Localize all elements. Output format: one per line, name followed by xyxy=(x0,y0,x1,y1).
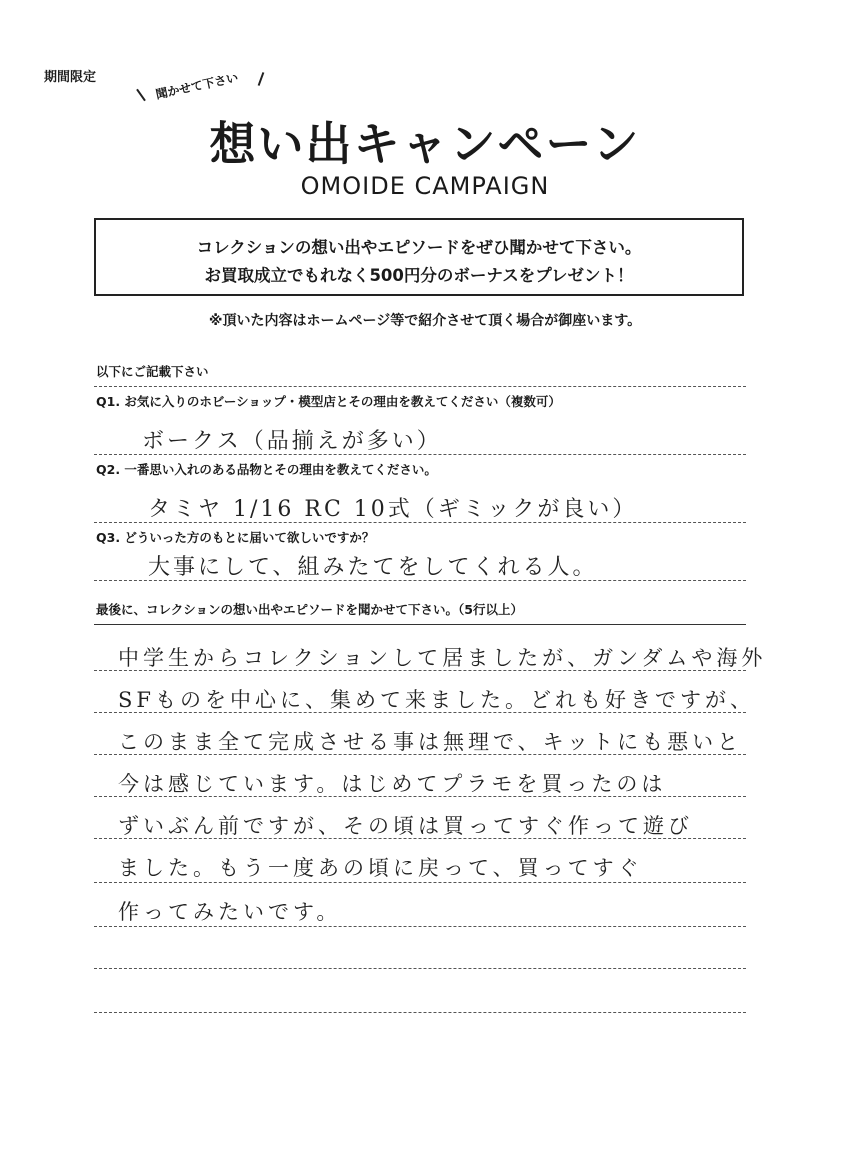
episode-rule-9 xyxy=(94,1012,746,1013)
episode-line-3[interactable]: このまま全て完成させる事は無理で、キットにも悪いと xyxy=(118,730,743,754)
episode-line-4[interactable]: 今は感じています。はじめてプラモを買ったのは xyxy=(118,772,667,796)
tagline-text: 聞かせて下さい xyxy=(154,70,240,102)
tagline-right-stroke xyxy=(258,72,265,86)
divider xyxy=(94,386,746,387)
episode-line-6[interactable]: ました。もう一度あの頃に戻って、買ってすぐ xyxy=(118,856,643,880)
episode-rule-2 xyxy=(94,712,746,713)
q3-label: Q3. どういった方のもとに届いて欲しいですか？ xyxy=(96,530,375,545)
episode-rule-7 xyxy=(94,926,746,927)
last-question-label: 最後に、コレクションの想い出やエピソードを聞かせて下さい。（5行以上） xyxy=(96,602,523,617)
campaign-subtitle: OMOIDE CAMPAIGN xyxy=(300,172,550,200)
episode-line-1[interactable]: 中学生からコレクションして居ましたが、ガンダムや海外 xyxy=(118,646,767,670)
section-rule xyxy=(94,624,746,625)
q1-label: Q1. お気に入りのホビーショップ・模型店とその理由を教えてください（複数可） xyxy=(96,394,561,409)
q2-answer[interactable]: タミヤ 1/16 RC 10式（ギミックが良い） xyxy=(148,497,638,522)
episode-rule-5 xyxy=(94,838,746,839)
q3-answer[interactable]: 大事にして、組みたてをしてくれる人。 xyxy=(148,555,598,580)
episode-line-2[interactable]: SFものを中心に、集めて来ました。どれも好きですが、 xyxy=(118,688,755,712)
limited-time-label: 期間限定 xyxy=(44,70,97,85)
episode-rule-1 xyxy=(94,670,746,671)
q1-answer-line xyxy=(94,454,746,455)
info-line-2: お買取成立でもれなく500円分のボーナスをプレゼント！ xyxy=(204,266,634,285)
episode-rule-4 xyxy=(94,796,746,797)
form-intro: 以下にご記載下さい xyxy=(96,364,209,379)
episode-rule-3 xyxy=(94,754,746,755)
disclaimer-note: ※頂いた内容はホームページ等で紹介させて頂く場合が御座います。 xyxy=(208,313,642,329)
episode-line-5[interactable]: ずいぶん前ですが、その頃は買ってすぐ作って遊び xyxy=(118,814,693,838)
q2-answer-line xyxy=(94,522,746,523)
campaign-info-box xyxy=(94,218,744,296)
q1-answer[interactable]: ボークス（品揃えが多い） xyxy=(142,429,442,454)
tagline-left-stroke xyxy=(136,89,146,102)
q2-label: Q2. 一番思い入れのある品物とその理由を教えてください。 xyxy=(96,462,437,477)
episode-line-7[interactable]: 作ってみたいです。 xyxy=(118,900,342,924)
campaign-title: 想い出キャンペーン xyxy=(209,117,641,171)
episode-rule-8 xyxy=(94,968,746,969)
q3-answer-line xyxy=(94,580,746,581)
info-line-1: コレクションの想い出やエピソードをぜひ聞かせて下さい。 xyxy=(196,238,642,257)
episode-rule-6 xyxy=(94,882,746,883)
